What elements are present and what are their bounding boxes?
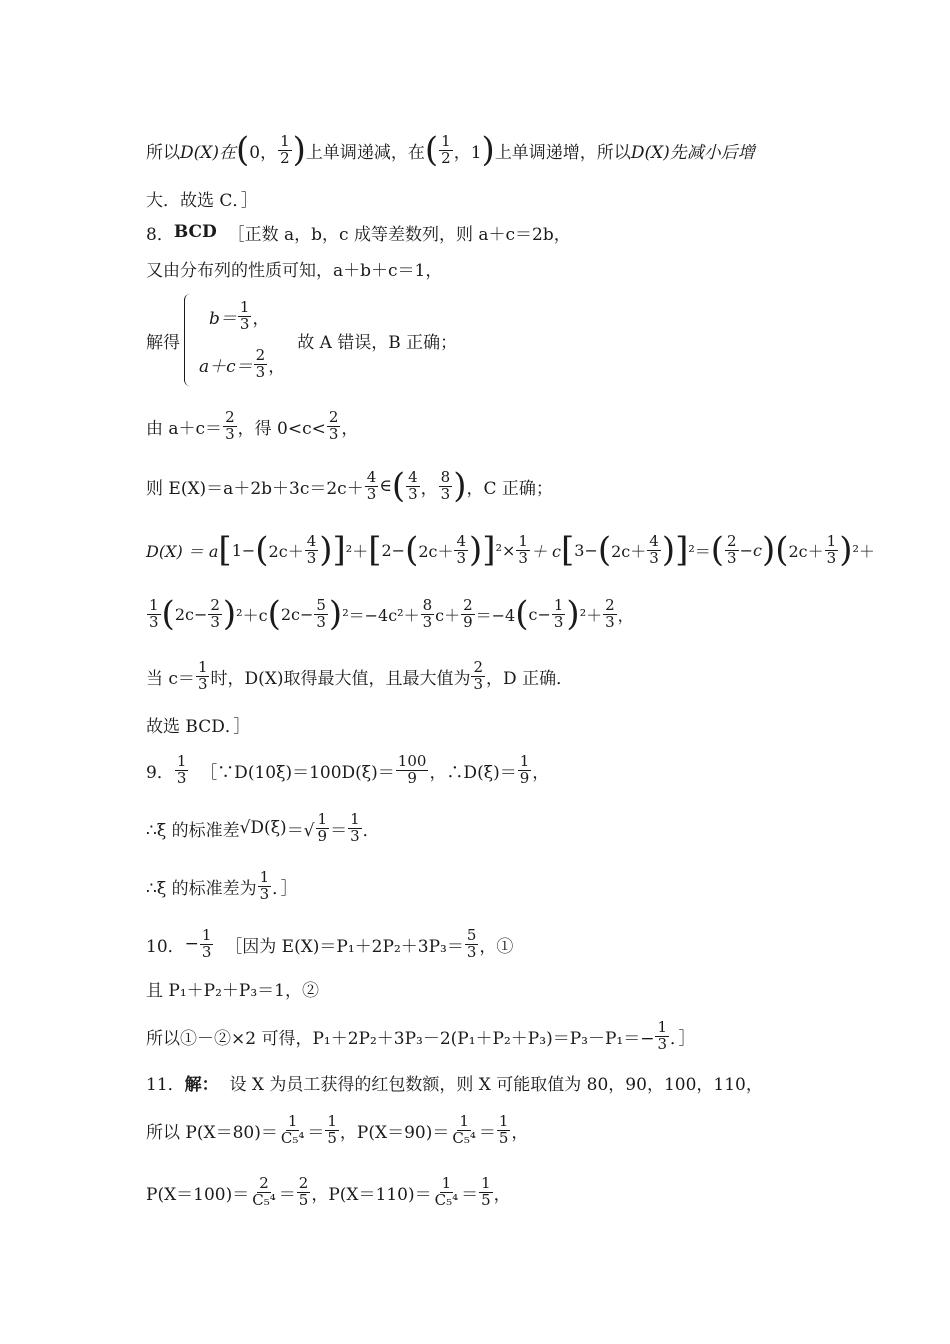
- fraction: 8 3: [422, 595, 433, 631]
- fraction: 5 3: [466, 925, 477, 961]
- fraction: 1 5: [498, 1111, 509, 1147]
- fraction: 1 5: [327, 1111, 337, 1147]
- fraction: $\frac{1}{3}$: [201, 925, 212, 961]
- fraction: 1 3: [826, 531, 837, 567]
- fraction: 4 3: [649, 531, 659, 567]
- fraction: 1 9: [317, 809, 328, 845]
- fraction: 2 3: [727, 531, 737, 567]
- fraction: 1 2: [280, 131, 290, 167]
- line-17: 所以①－②×2 可得，P₁＋2P₂＋3P₃－2(P₁＋P₂＋P₃)＝P₃－P₁＝− $\frac{1}{3}$ ．］: [146, 1017, 696, 1053]
- fraction: 2 C₅⁴: [252, 1173, 276, 1209]
- fraction: 2 5: [298, 1173, 309, 1209]
- fraction: 1 3: [149, 595, 159, 631]
- line-14: ∴ξ 的标准差为 1 3 ．］: [146, 867, 298, 903]
- fraction: $\frac{1}{3}$: [657, 1017, 667, 1053]
- line-11: 故选 BCD．］: [146, 716, 251, 737]
- line-10: 当 c＝ 1 3 时，D(X)取得最大值，且最大值为 2 3 ，D 正确．: [146, 657, 574, 693]
- fraction: 1 3: [239, 297, 250, 333]
- line-4: 又由分布列的性质可知，a＋b＋c＝1，: [146, 260, 443, 281]
- fraction: 2 3: [328, 407, 339, 443]
- line-8: D(X) ＝ a [ 1− ( 2c＋ 4 3 ) ] ²＋ [ 2− ( 2c＋ 4 3 ) ] ²× $\frac{1}{3}$ ＋ c [ 3− ( 2c＋ 4 3 ) ] ²＝ ( 2 3 −c ) ( 2c＋ 1 3 ) ²＋: [146, 530, 875, 570]
- fraction: 4 3: [456, 531, 467, 567]
- fraction: 1 C₅⁴: [280, 1111, 305, 1147]
- line-13: ∴ξ 的标准差 √D(ξ) ＝√ 1 9 ＝ 1 3 ．: [146, 809, 380, 845]
- fraction: 1 2: [441, 131, 451, 167]
- line-15: 10． − $\frac{1}{3}$ ［因为 E(X)＝P₁＋2P₂＋3P₃＝ 5 3 ，①: [146, 925, 514, 961]
- fraction: 2 9: [463, 595, 473, 631]
- fraction: 8 3: [440, 467, 451, 503]
- fraction: 4 3: [366, 467, 377, 503]
- line-12: 9． 1 3 ［∵D(10ξ)＝100D(ξ)＝ 100 9 ，∴D(ξ)＝ 1 9 ，: [146, 751, 550, 787]
- fraction: 1 3: [197, 657, 208, 693]
- fraction: 2 3: [225, 407, 235, 443]
- fraction: $\frac{1}{3}$: [518, 531, 528, 567]
- line-19: 所以 P(X＝80)＝ 1 C₅⁴ ＝ 1 5 ，P(X＝90)＝ 1 C₅⁴ ＝ 1 5 ，: [146, 1111, 529, 1147]
- fraction: 1 9: [519, 751, 530, 787]
- fraction: 1 C₅⁴: [434, 1173, 459, 1209]
- fraction: 2 3: [255, 345, 266, 381]
- fraction: 1 C₅⁴: [452, 1111, 476, 1147]
- line-2: 大．故选 C．］: [146, 190, 258, 211]
- line-6: 由 a＋c＝ 2 3 ，得 0<c< 2 3 ，: [146, 407, 359, 443]
- line-18: 11． 解： 设 X 为员工获得的红包数额，则 X 可能取值为 80，90，100，110，: [146, 1074, 763, 1095]
- fraction: 4 3: [306, 531, 317, 567]
- fraction: 1 3: [350, 809, 360, 845]
- line-9: 1 3 ( 2c− $\frac{2}{3}$ ) ²＋c ( 2c− $\frac{5}{3}$ ) ²＝−4c²＋ 8 3 c＋ 2 9 ＝−4 ( c− $\frac{1}{3}$ ) ²＋ 2 3 ，: [149, 594, 634, 634]
- fraction: 2 3: [473, 657, 484, 693]
- fraction: $\frac{2}{3}$: [210, 595, 220, 631]
- fraction: 1 3: [176, 751, 187, 787]
- fraction: 100 9: [397, 751, 427, 787]
- fraction: 2 3: [605, 595, 615, 631]
- line-20: P(X＝100)＝ 2 C₅⁴ ＝ 2 5 ，P(X＝110)＝ 1 C₅⁴ ＝ 1 5 ，: [146, 1173, 511, 1209]
- system-of-equations: 解得 b＝ 1 3 ， a＋c＝ 2 3 ， 故 A 错误，B 正确；: [146, 292, 546, 388]
- line-3: 8． BCD ［正数 a，b，c 成等差数列，则 a＋c＝2b，: [146, 222, 571, 245]
- line-1: 所以 D(X)在 ( 0， 1 2 ) 上单调递减，在 ( 1 2 ，1 ) 上单调递增，所以 D(X)先减小后增: [146, 130, 755, 170]
- brace: [184, 294, 193, 386]
- fraction: 4 3: [408, 467, 418, 503]
- fraction: 1 5: [481, 1173, 491, 1209]
- fraction: 1 3: [259, 867, 270, 903]
- line-7: 则 E(X)＝a＋2b＋3c＝2c＋ 4 3 ∈ ( 4 3 ， 8 3 ) ，C 正确；: [146, 466, 553, 506]
- fraction: $\frac{1}{3}$: [553, 595, 564, 631]
- line-16: 且 P₁＋P₂＋P₃＝1，②: [146, 980, 319, 1001]
- fraction: $\frac{5}{3}$: [316, 595, 326, 631]
